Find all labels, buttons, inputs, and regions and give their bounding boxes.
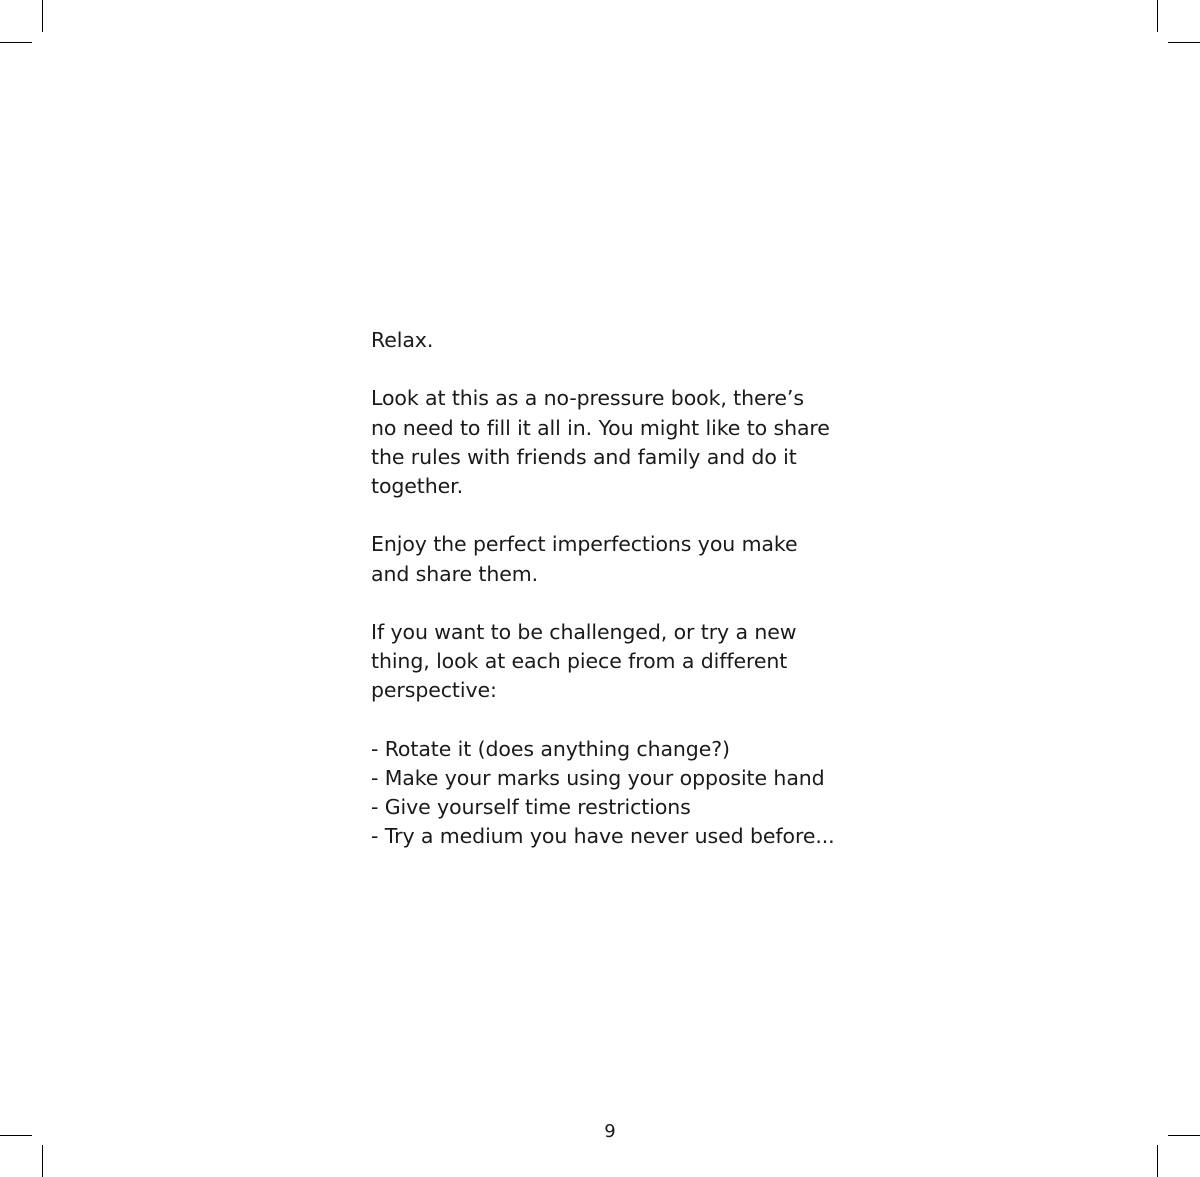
page-number: 9 <box>604 1121 616 1142</box>
crop-mark-top-right-horizontal <box>1168 42 1200 43</box>
paragraph-relax: Relax. <box>371 328 434 352</box>
crop-mark-bottom-left-vertical <box>42 1145 43 1177</box>
paragraph-enjoy: Enjoy the perfect imperfections you make and share them. <box>371 532 798 586</box>
crop-mark-top-left-vertical <box>42 0 43 32</box>
crop-mark-top-right-vertical <box>1157 0 1158 32</box>
list-item: - Rotate it (does anything change?) <box>371 736 730 761</box>
list-item: - Give yourself time restrictions <box>371 795 691 820</box>
tips-list <box>371 735 871 852</box>
crop-mark-bottom-right-vertical <box>1157 1145 1158 1177</box>
crop-mark-top-left-horizontal <box>0 42 32 43</box>
body-text <box>371 326 871 852</box>
list-item: - Try a medium you have never used before... <box>371 824 835 849</box>
list-item: - Make your marks using your opposite hand <box>371 765 825 790</box>
paragraph-no-pressure: Look at this as a no-pressure book, there’s no need to fill it all in. You might like to share the rules with friends and family and do it together. <box>371 386 830 498</box>
paragraph-challenge: If you want to be challenged, or try a new thing, look at each piece from a different perspective: <box>371 619 797 703</box>
